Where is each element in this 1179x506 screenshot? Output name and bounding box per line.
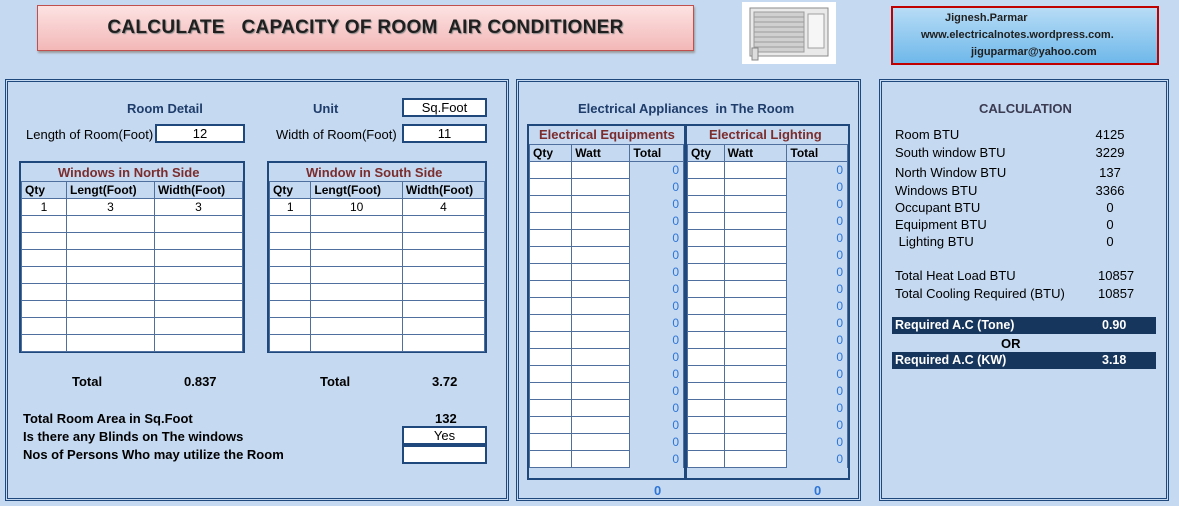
total-cell: 0 [630, 247, 684, 264]
table-cell[interactable] [270, 301, 311, 318]
table-cell[interactable] [154, 250, 242, 267]
table-cell[interactable] [67, 250, 155, 267]
table-row [530, 315, 684, 332]
table-cell[interactable] [67, 301, 155, 318]
watt-cell[interactable] [724, 349, 787, 366]
column-header: Lengt(Foot) [67, 182, 155, 199]
lighting-grid [687, 144, 848, 468]
total-cell: 0 [787, 434, 848, 451]
south-total-value: 3.72 [432, 374, 458, 389]
calc-row-label: Windows BTU [895, 183, 978, 198]
table-row [688, 451, 848, 468]
table-cell[interactable] [22, 318, 67, 335]
table-cell[interactable]: 1 [22, 199, 67, 216]
watt-cell[interactable] [724, 264, 787, 281]
author-website[interactable]: www.electricalnotes.wordpress.com. [921, 29, 1114, 41]
total-cell: 0 [630, 281, 684, 298]
table-row [270, 233, 485, 250]
length-label: Length of Room(Foot) [26, 127, 154, 142]
watt-cell[interactable] [572, 213, 630, 230]
qty-cell[interactable] [688, 315, 725, 332]
watt-cell[interactable] [724, 213, 787, 230]
room-detail-heading: Room Detail [127, 101, 203, 116]
qty-cell[interactable] [530, 451, 572, 468]
table-row [270, 216, 485, 233]
qty-cell[interactable] [688, 417, 725, 434]
calc-row-value: 0 [1106, 234, 1114, 249]
watt-cell[interactable] [724, 230, 787, 247]
table-cell[interactable] [22, 233, 67, 250]
blinds-label: Is there any Blinds on The windows [23, 429, 244, 444]
appliances-heading: Electrical Appliances in The Room [578, 101, 795, 116]
table-row [530, 162, 684, 179]
watt-cell[interactable] [572, 196, 630, 213]
total-cell: 0 [787, 315, 848, 332]
calc-row-label: Occupant BTU [895, 200, 981, 215]
table-row [22, 301, 243, 318]
column-header: Width(Foot) [402, 182, 484, 199]
table-row [22, 318, 243, 335]
required-tone-value: 0.90 [1102, 318, 1127, 332]
watt-cell[interactable] [724, 366, 787, 383]
lighting-sum: 0 [814, 483, 822, 498]
table-cell[interactable] [22, 284, 67, 301]
watt-cell[interactable] [724, 162, 787, 179]
air-conditioner-image [742, 2, 836, 64]
qty-cell[interactable] [688, 179, 725, 196]
table-cell[interactable] [22, 335, 67, 352]
table-row [688, 400, 848, 417]
table-row [688, 179, 848, 196]
table-cell[interactable] [154, 233, 242, 250]
calc-row-value: 3366 [1095, 183, 1125, 198]
table-cell[interactable] [402, 216, 484, 233]
cooling-label: Total Cooling Required (BTU) [895, 286, 1065, 301]
total-cell: 0 [630, 264, 684, 281]
table-row [688, 315, 848, 332]
watt-cell[interactable] [724, 417, 787, 434]
total-cell: 0 [630, 349, 684, 366]
total-cell: 0 [787, 230, 848, 247]
table-row [530, 298, 684, 315]
required-kw-bar [892, 352, 1156, 369]
table-row [688, 213, 848, 230]
table-row [530, 196, 684, 213]
watt-cell[interactable] [572, 162, 630, 179]
lighting-title: Electrical Lighting [709, 127, 822, 142]
equipment-sum: 0 [654, 483, 662, 498]
room-area-value: 132 [435, 411, 457, 426]
qty-cell[interactable] [530, 247, 572, 264]
calc-row-label: Room BTU [895, 127, 960, 142]
table-row [688, 332, 848, 349]
total-cell: 0 [787, 400, 848, 417]
room-area-label: Total Room Area in Sq.Foot [23, 411, 193, 426]
qty-cell[interactable] [530, 417, 572, 434]
width-label: Width of Room(Foot) [276, 127, 397, 142]
table-cell[interactable] [67, 216, 155, 233]
unit-field[interactable]: Sq.Foot [402, 98, 487, 117]
total-cell: 0 [787, 179, 848, 196]
watt-cell[interactable] [724, 383, 787, 400]
qty-cell[interactable] [530, 349, 572, 366]
qty-cell[interactable] [530, 400, 572, 417]
qty-cell[interactable] [530, 315, 572, 332]
qty-cell[interactable] [530, 298, 572, 315]
column-header: Qty [270, 182, 311, 199]
table-row [270, 267, 485, 284]
table-row [688, 417, 848, 434]
table-row [688, 298, 848, 315]
calc-row-value: 137 [1099, 165, 1121, 180]
qty-cell[interactable] [530, 179, 572, 196]
watt-cell[interactable] [724, 247, 787, 264]
qty-cell[interactable] [688, 247, 725, 264]
column-header: Width(Foot) [154, 182, 242, 199]
table-row [530, 230, 684, 247]
calc-row-label: Lighting BTU [895, 234, 974, 249]
north-windows-title: Windows in North Side [58, 165, 200, 180]
qty-cell[interactable] [688, 434, 725, 451]
calc-row-label: South window BTU [895, 145, 1006, 160]
south-windows-title: Window in South Side [306, 165, 443, 180]
watt-cell[interactable] [572, 179, 630, 196]
watt-cell[interactable] [572, 366, 630, 383]
table-row [270, 318, 485, 335]
qty-cell[interactable] [530, 383, 572, 400]
table-row [530, 179, 684, 196]
watt-cell[interactable] [572, 264, 630, 281]
qty-cell[interactable] [530, 196, 572, 213]
qty-cell[interactable] [688, 451, 725, 468]
table-row [530, 281, 684, 298]
qty-cell[interactable] [688, 281, 725, 298]
column-header: Qty [530, 145, 572, 162]
watt-cell[interactable] [724, 400, 787, 417]
watt-cell[interactable] [572, 400, 630, 417]
total-cell: 0 [787, 366, 848, 383]
unit-heading: Unit [313, 101, 339, 116]
total-cell: 0 [787, 264, 848, 281]
table-cell[interactable] [311, 233, 402, 250]
table-row [688, 434, 848, 451]
table-row [270, 301, 485, 318]
table-cell[interactable]: 10 [311, 199, 402, 216]
qty-cell[interactable] [688, 230, 725, 247]
required-kw-value: 3.18 [1102, 353, 1127, 367]
qty-cell[interactable] [530, 281, 572, 298]
table-cell[interactable] [154, 318, 242, 335]
total-cell: 0 [630, 383, 684, 400]
table-cell[interactable]: 3 [154, 199, 242, 216]
watt-cell[interactable] [724, 315, 787, 332]
qty-cell[interactable] [688, 400, 725, 417]
total-cell: 0 [787, 213, 848, 230]
table-row [530, 417, 684, 434]
table-cell[interactable] [270, 284, 311, 301]
table-row [270, 199, 485, 216]
qty-cell[interactable] [688, 196, 725, 213]
table-row [22, 233, 243, 250]
qty-cell[interactable] [688, 264, 725, 281]
qty-cell[interactable] [688, 162, 725, 179]
page-title: CALCULATE CAPACITY OF ROOM AIR CONDITIONER [107, 17, 624, 38]
table-row [688, 196, 848, 213]
table-cell[interactable] [22, 267, 67, 284]
table-cell[interactable] [270, 216, 311, 233]
qty-cell[interactable] [688, 383, 725, 400]
total-cell: 0 [630, 417, 684, 434]
table-row [530, 247, 684, 264]
qty-cell[interactable] [530, 162, 572, 179]
total-cell: 0 [787, 383, 848, 400]
table-header-row [688, 145, 848, 162]
table-row [530, 434, 684, 451]
table-cell[interactable] [311, 318, 402, 335]
watt-cell[interactable] [724, 332, 787, 349]
watt-cell[interactable] [572, 434, 630, 451]
table-cell[interactable] [402, 267, 484, 284]
table-row [530, 332, 684, 349]
qty-cell[interactable] [688, 298, 725, 315]
table-cell[interactable] [270, 335, 311, 352]
qty-cell[interactable] [530, 332, 572, 349]
qty-cell[interactable] [530, 434, 572, 451]
calc-row-value: 3229 [1095, 145, 1125, 160]
watt-cell[interactable] [724, 434, 787, 451]
watt-cell[interactable] [724, 451, 787, 468]
table-header-row [22, 182, 243, 199]
table-row [688, 247, 848, 264]
table-cell[interactable]: 3 [67, 199, 155, 216]
table-row [270, 335, 485, 352]
table-cell[interactable] [311, 335, 402, 352]
table-cell[interactable] [154, 284, 242, 301]
table-row [270, 284, 485, 301]
table-cell[interactable] [270, 233, 311, 250]
total-cell: 0 [787, 451, 848, 468]
calc-row-label: Equipment BTU [895, 217, 987, 232]
table-cell[interactable] [67, 284, 155, 301]
table-cell[interactable] [67, 318, 155, 335]
table-row [688, 366, 848, 383]
total-cell: 0 [630, 366, 684, 383]
watt-cell[interactable] [724, 196, 787, 213]
table-cell[interactable] [402, 335, 484, 352]
length-input[interactable]: 12 [155, 124, 245, 143]
calc-row-label: North Window BTU [895, 165, 1007, 180]
total-cell: 0 [630, 434, 684, 451]
table-cell[interactable] [402, 233, 484, 250]
column-header: Total [787, 145, 848, 162]
total-cell: 0 [630, 162, 684, 179]
total-cell: 0 [787, 417, 848, 434]
total-cell: 0 [787, 349, 848, 366]
total-cell: 0 [630, 298, 684, 315]
table-row [530, 264, 684, 281]
total-cell: 0 [787, 196, 848, 213]
table-cell[interactable] [67, 233, 155, 250]
watt-cell[interactable] [572, 417, 630, 434]
total-cell: 0 [630, 213, 684, 230]
table-cell[interactable] [22, 250, 67, 267]
north-total-label: Total [72, 374, 103, 389]
required-kw-label: Required A.C (KW) [895, 353, 1007, 367]
total-cell: 0 [630, 196, 684, 213]
cooling-value: 10857 [1098, 286, 1135, 301]
watt-cell[interactable] [572, 383, 630, 400]
table-row [22, 284, 243, 301]
column-header: Total [630, 145, 684, 162]
qty-cell[interactable] [688, 366, 725, 383]
watt-cell[interactable] [724, 281, 787, 298]
calc-row-value: 0 [1106, 200, 1114, 215]
qty-cell[interactable] [688, 213, 725, 230]
total-cell: 0 [787, 247, 848, 264]
equipment-title: Electrical Equipments [539, 127, 675, 142]
table-row [530, 366, 684, 383]
table-row [270, 250, 485, 267]
watt-cell[interactable] [572, 332, 630, 349]
watt-cell[interactable] [572, 298, 630, 315]
qty-cell[interactable] [688, 349, 725, 366]
total-cell: 0 [630, 179, 684, 196]
table-row [688, 281, 848, 298]
table-cell[interactable] [311, 301, 402, 318]
table-cell[interactable] [402, 301, 484, 318]
table-cell[interactable] [402, 318, 484, 335]
table-row [530, 451, 684, 468]
column-header: Qty [22, 182, 67, 199]
total-cell: 0 [630, 400, 684, 417]
table-row [22, 216, 243, 233]
table-row [688, 230, 848, 247]
qty-cell[interactable] [688, 332, 725, 349]
table-cell[interactable] [154, 267, 242, 284]
watt-cell[interactable] [572, 451, 630, 468]
title-banner [37, 5, 694, 51]
calculation-heading: CALCULATION [979, 101, 1072, 116]
calc-row-value: 0 [1106, 217, 1114, 232]
watt-cell[interactable] [572, 247, 630, 264]
table-cell[interactable] [22, 301, 67, 318]
column-header: Watt [724, 145, 787, 162]
watt-cell[interactable] [724, 298, 787, 315]
table-cell[interactable] [270, 267, 311, 284]
total-cell: 0 [787, 162, 848, 179]
total-cell: 0 [630, 230, 684, 247]
table-row [22, 267, 243, 284]
table-cell[interactable]: 1 [270, 199, 311, 216]
table-row [688, 349, 848, 366]
required-tone-bar [892, 317, 1156, 334]
total-cell: 0 [787, 281, 848, 298]
calc-row-value: 4125 [1095, 127, 1125, 142]
table-row [530, 400, 684, 417]
table-row [22, 335, 243, 352]
qty-cell[interactable] [530, 230, 572, 247]
total-cell: 0 [630, 451, 684, 468]
table-row [22, 199, 243, 216]
watt-cell[interactable] [724, 179, 787, 196]
table-cell[interactable] [67, 335, 155, 352]
qty-cell[interactable] [530, 264, 572, 281]
qty-cell[interactable] [530, 213, 572, 230]
table-row [688, 383, 848, 400]
or-label: OR [1001, 336, 1021, 351]
table-cell[interactable]: 4 [402, 199, 484, 216]
table-cell[interactable] [67, 267, 155, 284]
table-cell[interactable] [154, 216, 242, 233]
author-name: Jignesh.Parmar [945, 12, 1028, 24]
table-cell[interactable] [270, 318, 311, 335]
table-header-row [270, 182, 485, 199]
table-header-row [530, 145, 684, 162]
table-row [688, 264, 848, 281]
required-tone-label: Required A.C (Tone) [895, 318, 1015, 332]
heat-load-label: Total Heat Load BTU [895, 268, 1016, 283]
column-header: Qty [688, 145, 725, 162]
table-cell[interactable] [311, 267, 402, 284]
table-row [22, 250, 243, 267]
total-cell: 0 [787, 298, 848, 315]
north-windows-grid [21, 181, 243, 352]
north-total-value: 0.837 [184, 374, 217, 389]
table-cell[interactable] [402, 284, 484, 301]
table-cell[interactable] [154, 335, 242, 352]
persons-input[interactable] [402, 445, 487, 464]
watt-cell[interactable] [572, 281, 630, 298]
table-row [688, 162, 848, 179]
table-cell[interactable] [311, 284, 402, 301]
qty-cell[interactable] [530, 366, 572, 383]
south-windows-grid [269, 181, 485, 352]
table-cell[interactable] [402, 250, 484, 267]
blinds-input[interactable]: Yes [402, 426, 487, 445]
south-total-label: Total [320, 374, 351, 389]
heat-load-value: 10857 [1098, 268, 1135, 283]
author-credit [891, 6, 1159, 65]
total-cell: 0 [787, 332, 848, 349]
table-row [530, 213, 684, 230]
table-cell[interactable] [311, 250, 402, 267]
table-row [530, 349, 684, 366]
column-header: Lengt(Foot) [311, 182, 402, 199]
table-cell[interactable] [22, 216, 67, 233]
table-cell[interactable] [270, 250, 311, 267]
total-cell: 0 [630, 315, 684, 332]
watt-cell[interactable] [572, 230, 630, 247]
total-cell: 0 [630, 332, 684, 349]
watt-cell[interactable] [572, 315, 630, 332]
width-input[interactable]: 11 [402, 124, 487, 143]
column-header: Watt [572, 145, 630, 162]
author-email[interactable]: jiguparmar@yahoo.com [971, 46, 1097, 58]
table-cell[interactable] [154, 301, 242, 318]
table-row [530, 383, 684, 400]
watt-cell[interactable] [572, 349, 630, 366]
equipment-grid [529, 144, 684, 468]
table-cell[interactable] [311, 216, 402, 233]
persons-label: Nos of Persons Who may utilize the Room [23, 447, 284, 462]
